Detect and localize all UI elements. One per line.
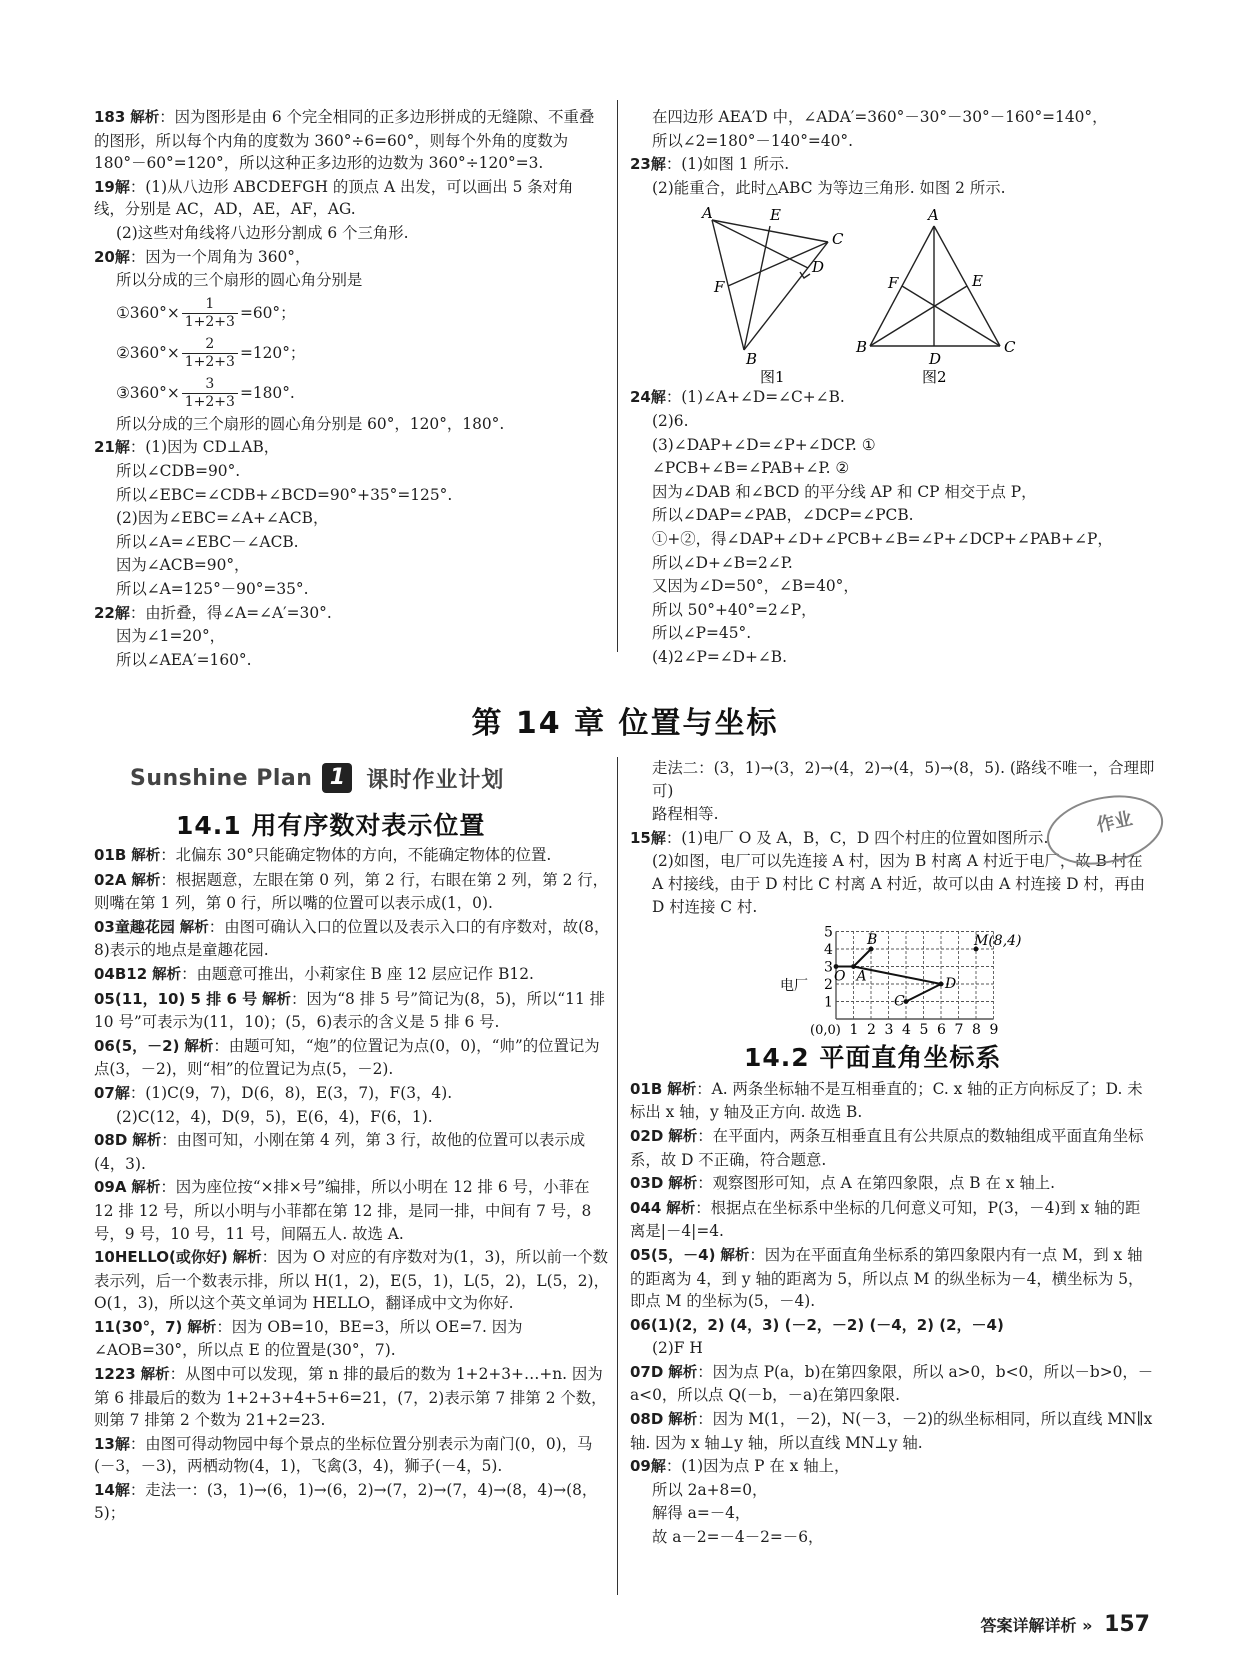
analysis-label: 解析 xyxy=(187,1319,217,1336)
answer-text: ：因为点 P(a，b)在第四象限，所以 a>0，b<0，所以－b>0，－a<0，所以点 Q(－b，－a)在第四象限. xyxy=(630,1362,1154,1405)
answer-text: ：根据点在坐标系中坐标的几何意义可知，P(3，－4)到 x 轴的距离是|－4|=4. xyxy=(630,1198,1141,1241)
analysis-label: 解析 xyxy=(666,1200,696,1217)
answer-item xyxy=(94,106,602,175)
answer-key: 解 xyxy=(114,247,130,266)
formula-result: =60°； xyxy=(239,303,296,322)
section-14-1-title: 14.1 用有序数对表示位置 xyxy=(176,811,486,840)
answer-item xyxy=(94,602,602,625)
answer-text: 因为∠DAB 和∠BCD 的平分线 AP 和 CP 相交于点 P， xyxy=(652,482,1037,501)
answer-key: 解 xyxy=(114,603,130,622)
answer-key: D xyxy=(650,1362,664,1381)
sunshine-plan-banner xyxy=(130,760,504,796)
question-number: 09 xyxy=(94,1178,115,1197)
answer-text: (4)2∠P=∠D+∠B. xyxy=(652,647,787,666)
question-number: 20 xyxy=(94,247,115,266)
answer-item xyxy=(94,1176,612,1245)
answer-line xyxy=(94,222,602,245)
answer-line xyxy=(630,177,1155,200)
answer-text: ：由题可知，“炮”的位置记为点(0，0)，“帅”的位置记为点(3，－2)，则“相”的位置记为点(5，－2). xyxy=(94,1036,600,1079)
column-top-left xyxy=(94,106,602,672)
question-number: 08 xyxy=(630,1410,651,1429)
answer-text: ：(1)C(9，7)，D(6，8)，E(3，7)，F(3，4). xyxy=(129,1083,453,1102)
footer-label: 答案详解详析 xyxy=(980,1616,1077,1635)
fig1-seg-be xyxy=(744,226,770,350)
answer-key: (11，10) 5 排 6 号 xyxy=(114,989,258,1008)
wire-a-d xyxy=(854,967,942,985)
column-bottom-left xyxy=(94,844,612,1525)
answer-line xyxy=(94,554,602,577)
answer-key: D xyxy=(650,1174,664,1193)
question-number: 07 xyxy=(94,1083,115,1102)
answer-text: ：(1)从八边形 ABCDEFGH 的顶点 A 出发，可以画出 5 条对角线，分别是 AC，AD，AE，AF，AG. xyxy=(94,177,574,219)
answer-text: 所以∠AEA′=160°. xyxy=(116,650,252,669)
question-number: 12 xyxy=(94,1365,115,1384)
answer-item xyxy=(630,1197,1155,1243)
answer-item xyxy=(630,1314,1155,1337)
answer-text: (2)这些对角线将八边形分割成 6 个三角形. xyxy=(116,223,409,242)
analysis-label: 解析 xyxy=(668,1412,698,1429)
analysis-label: 解析 xyxy=(668,1364,698,1381)
answer-key: 解 xyxy=(114,177,130,196)
answer-text: ：A. 两条坐标轴不是互相垂直的；C. x 轴的正方向标反了；D. 未标出 x 轴，y 轴及正方向. 故选 B. xyxy=(630,1079,1143,1122)
fig1-label-f: F xyxy=(714,278,725,297)
fig2-label-c: C xyxy=(1004,338,1016,357)
answer-line xyxy=(630,504,1155,527)
answer-key: 解 xyxy=(114,1434,130,1453)
answer-text: ：观察图形可知，点 A 在第四象限，点 B 在 x 轴上. xyxy=(697,1174,1056,1193)
answer-text: ∠PCB+∠B=∠PAB+∠P. ② xyxy=(652,459,850,478)
analysis-label: 解析 xyxy=(184,1038,214,1055)
y-tick-label: 3 xyxy=(824,959,833,976)
question-number: 01 xyxy=(630,1079,651,1098)
answer-line xyxy=(630,130,1155,153)
answer-line xyxy=(94,507,602,530)
answer-text: (2)F H xyxy=(652,1339,703,1358)
answer-line xyxy=(630,457,1155,480)
answer-text: ：由题意可推出，小莉家住 B 座 12 层应记作 B12. xyxy=(181,964,534,983)
answer-key: 解 xyxy=(650,388,666,407)
answer-item xyxy=(94,436,602,459)
denominator: 1+2+3 xyxy=(184,354,235,371)
analysis-label: 解析 xyxy=(130,110,160,126)
question-number: 13 xyxy=(94,1434,115,1453)
answer-item xyxy=(630,1244,1155,1313)
sector-angle-formula xyxy=(94,373,602,413)
answer-text: 所以∠DAP=∠PAB，∠DCP=∠PCB. xyxy=(652,506,914,525)
answer-line xyxy=(630,528,1155,551)
point-label: C xyxy=(894,993,905,1010)
answer-text: ：走法一：(3，1)→(6，1)→(6，2)→(7，2)→(7，4)→(8，4)→(8，5)； xyxy=(94,1481,598,1522)
answer-text: 故 a－2=－4－2=－6， xyxy=(652,1528,824,1547)
answer-text: 走法二：(3，1)→(3，2)→(4，2)→(4，5)→(8，5). (路线不唯一，合理即可) xyxy=(652,759,1155,800)
fig1-seg-ad xyxy=(712,220,808,268)
page-number: 157 xyxy=(1104,1612,1150,1637)
answer-text: 所以 2a+8=0， xyxy=(652,1480,768,1499)
numerator: 3 xyxy=(182,376,238,394)
sector-angle-formula xyxy=(94,333,602,373)
y-tick-label: 1 xyxy=(824,994,833,1011)
answer-line xyxy=(630,622,1155,645)
question-number: 24 xyxy=(630,388,651,407)
y-tick-label: 2 xyxy=(824,977,833,994)
answer-item xyxy=(630,1172,1155,1196)
stamp-text: 作业 xyxy=(1094,808,1135,837)
answer-key: 3 xyxy=(114,108,126,126)
answer-line xyxy=(94,531,602,554)
answer-line xyxy=(630,1502,1155,1525)
grid-point xyxy=(851,964,856,969)
numerator: 1 xyxy=(182,296,238,314)
column-top-right xyxy=(630,106,1155,670)
question-number: 04 xyxy=(94,964,115,983)
answer-text: ：因为 M(1，－2)，N(－3，－2)的纵坐标相同，所以直线 MN∥x 轴. 因为 x 轴⊥y 轴，所以直线 MN⊥y 轴. xyxy=(630,1410,1153,1452)
answer-text: (2)C(12，4)，D(9，5)，E(6，4)，F(6，1). xyxy=(116,1107,433,1126)
answer-item xyxy=(94,1316,612,1362)
answer-key: A xyxy=(114,1178,127,1197)
answer-line xyxy=(94,484,602,507)
fig2-label-e: E xyxy=(972,272,983,291)
answer-text: (2)能重合，此时△ABC 为等边三角形. 如图 2 所示. xyxy=(652,178,1006,197)
answer-text: ：在平面内，两条互相垂直且有公共原点的数轴组成平面直角坐标系，故 D 不正确，符合题意. xyxy=(630,1126,1144,1169)
answer-text: 因为∠ACB=90°， xyxy=(116,556,250,575)
question-number: 05 xyxy=(94,989,115,1008)
fig2-label-a: A xyxy=(928,206,939,225)
answer-key: 23 xyxy=(114,1365,136,1384)
question-number: 06 xyxy=(94,1036,115,1055)
answer-item xyxy=(94,1082,612,1105)
answer-line xyxy=(94,578,602,601)
answer-key: (30°，7) xyxy=(114,1317,183,1336)
answer-key: HELLO(或你好) xyxy=(114,1248,228,1267)
question-number: 01 xyxy=(94,846,115,864)
answer-item xyxy=(94,869,612,915)
fig2-label-b: B xyxy=(856,338,868,357)
question-number: 23 xyxy=(630,155,651,174)
analysis-label: 解析 xyxy=(131,872,161,889)
answer-text: ：北偏东 30°只能确定物体的方向，不能确定物体的位置. xyxy=(160,846,552,864)
answer-item xyxy=(630,1408,1155,1454)
answer-key: 解 xyxy=(114,438,130,457)
answer-text: ：(1)因为 CD⊥AB， xyxy=(129,438,280,457)
question-number: 14 xyxy=(94,1481,115,1500)
fraction xyxy=(182,296,238,331)
answer-item xyxy=(94,1363,612,1432)
answer-text: ：因为“8 排 5 号”简记为(8，5)，所以“11 排 10 号”可表示为(11，10)；(5，6)表示的含义是 5 排 6 号. xyxy=(94,989,606,1032)
question-number: 21 xyxy=(94,438,115,457)
analysis-label: 解析 xyxy=(262,991,292,1008)
answer-text: (3)∠DAP+∠D=∠P+∠DCP. ① xyxy=(652,435,876,454)
question-number: 03 xyxy=(630,1174,651,1193)
answer-line xyxy=(94,460,602,483)
y-tick-label: 5 xyxy=(824,924,833,941)
numerator: 2 xyxy=(182,336,238,354)
answer-key: B xyxy=(650,1079,663,1098)
question-number: 09 xyxy=(630,1457,651,1476)
answer-item xyxy=(630,386,1155,409)
answer-item xyxy=(630,1125,1155,1171)
fig2-label-f: F xyxy=(888,274,899,293)
answer-key: 童趣花园 xyxy=(114,917,175,936)
answer-line xyxy=(94,413,602,436)
answer-key: (5，－2) xyxy=(114,1036,180,1055)
answer-text: ：由图可得动物园中每个景点的坐标位置分别表示为南门(0，0)，马(－3，－3)，两栖动物(4，1)，飞禽(3，4)，狮子(－4，5). xyxy=(94,1434,593,1476)
banner-english: Sunshine Plan xyxy=(130,765,313,791)
x-tick-label: 2 xyxy=(867,1022,876,1038)
answer-line xyxy=(94,625,602,648)
point-label: D xyxy=(945,976,957,993)
x-tick-label: 1 xyxy=(849,1022,859,1038)
point-label: A xyxy=(856,968,867,985)
answer-text: ：(1)如图 1 所示. xyxy=(665,155,790,174)
fig1-label-d: D xyxy=(812,258,825,277)
point-label: B xyxy=(867,932,878,949)
analysis-label: 解析 xyxy=(720,1247,750,1264)
answer-line xyxy=(630,552,1155,575)
question-number: 04 xyxy=(630,1198,651,1217)
answer-key: 4 xyxy=(650,1198,662,1217)
question-number: 08 xyxy=(94,1131,115,1150)
answer-line xyxy=(630,1526,1155,1549)
formula-prefix: ③360°× xyxy=(116,383,180,402)
question-number: 02 xyxy=(94,870,115,889)
answer-text: ：因为图形是由 6 个完全相同的正多边形拼成的无缝隙、不重叠的图形，所以每个内角的度数为 360°÷6=60°，则每个外角的度数为 180°－60°=120°，所以这种正多边形的边数为 360°÷120°=3. xyxy=(94,108,595,173)
question-number: 02 xyxy=(630,1126,651,1145)
answer-key: (5，－4) xyxy=(650,1245,716,1264)
answer-text: ：因为在平面直角坐标系的第四象限内有一点 M，到 x 轴的距离为 4，到 y 轴的距离为 5，所以点 M 的纵坐标为－4，横坐标为 5，即点 M 的坐标为(5，－4). xyxy=(630,1245,1144,1311)
answer-line xyxy=(630,1479,1155,1502)
footer-arrows: » xyxy=(1082,1616,1093,1635)
analysis-label: 解析 xyxy=(667,1081,697,1098)
answer-text: ：从图中可以发现，第 n 排的最后的数为 1+2+3+…+n. 因为第 6 排最后的数为 1+2+3+4+5+6=21，(7，2)表示第 7 排第 2 个数，则第 7 排第 2 个数为 21+2=23. xyxy=(94,1365,607,1430)
answer-text: ：由图可知，小刚在第 4 列，第 3 行，故他的位置可以表示成(4，3). xyxy=(94,1131,586,1173)
grid-point xyxy=(939,982,944,987)
answer-text: 所以分成的三个扇形的圆心角分别是 xyxy=(116,271,363,290)
x-tick-label: 6 xyxy=(937,1022,946,1038)
answer-key: D xyxy=(650,1126,664,1145)
answer-item xyxy=(94,1433,612,1478)
analysis-label: 解析 xyxy=(140,1367,170,1384)
answer-line xyxy=(630,599,1155,622)
analysis-label: 解析 xyxy=(668,1128,698,1145)
answer-item xyxy=(94,916,612,962)
page-footer xyxy=(981,1612,1150,1637)
answer-text: ：因为一个周角为 360°， xyxy=(129,247,311,266)
answer-item xyxy=(630,1455,1155,1478)
fig1-label-c: C xyxy=(832,230,844,249)
question-number: 07 xyxy=(630,1362,651,1381)
answer-text: 所以∠CDB=90°. xyxy=(116,461,241,480)
answer-text: 解得 a=－4， xyxy=(652,1504,751,1523)
answer-item xyxy=(94,176,602,221)
fig1-label-a: A xyxy=(702,204,713,223)
point-label: M(8,4) xyxy=(974,933,1022,950)
answer-line xyxy=(94,269,602,292)
analysis-label: 解析 xyxy=(131,848,161,864)
answer-item xyxy=(94,1246,612,1315)
answer-line xyxy=(630,434,1155,457)
column-bottom-right xyxy=(630,757,1155,1550)
formula-result: =180°. xyxy=(239,383,295,402)
answer-item xyxy=(94,1129,612,1175)
question-number: 19 xyxy=(94,177,115,196)
question-number: 05 xyxy=(630,1245,651,1264)
answer-text: 所以∠2=180°－140°=40°. xyxy=(652,131,853,150)
fig1-label-e: E xyxy=(770,206,781,225)
answer-text: ：根据题意，左眼在第 0 列，第 2 行，右眼在第 2 列，第 2 行，则嘴在第 1 列，第 0 行，所以嘴的位置可以表示成(1，0). xyxy=(94,870,609,913)
fig1-caption: 图1 xyxy=(760,368,785,387)
sector-angle-formula xyxy=(94,293,602,333)
coordinate-grid-svg xyxy=(780,921,1030,1037)
x-tick-label: 9 xyxy=(989,1022,999,1038)
analysis-label: 解析 xyxy=(668,1176,698,1193)
answer-line xyxy=(630,106,1155,129)
triangle-figures xyxy=(630,200,1155,386)
answer-text: 又因为∠D=50°，∠B=40°， xyxy=(652,577,859,596)
y-tick-label: 4 xyxy=(824,942,833,959)
answer-key: 解 xyxy=(114,1083,130,1102)
fraction xyxy=(182,376,238,411)
answer-text: 在四边形 AEA′D 中，∠ADA′=360°－30°－30°－160°=140°， xyxy=(652,108,1108,126)
answer-key: 解 xyxy=(650,828,666,847)
fig2-caption: 图2 xyxy=(922,368,947,387)
analysis-label: 解析 xyxy=(232,1250,262,1267)
answer-text: 所以∠A=∠EBC－∠ACB. xyxy=(116,532,299,551)
answer-text: ：(1)电厂 O 及 A，B，C，D 四个村庄的位置如图所示. xyxy=(665,828,1049,847)
analysis-label: 解析 xyxy=(132,1133,162,1150)
answer-text: 因为∠1=20°， xyxy=(116,627,226,646)
triangle-figures-svg xyxy=(700,200,1020,386)
answer-item xyxy=(94,1035,612,1081)
answer-key: B xyxy=(114,846,127,864)
answer-item xyxy=(94,246,602,269)
fraction xyxy=(182,336,238,371)
answer-item xyxy=(94,1479,612,1524)
x-tick-label: 7 xyxy=(954,1022,964,1038)
analysis-label: 解析 xyxy=(179,919,209,936)
answer-item xyxy=(94,988,612,1034)
answer-text: 所以∠A=125°－90°=35°. xyxy=(116,579,309,598)
fig2-label-d: D xyxy=(929,350,942,369)
answer-text: ：(1)∠A+∠D=∠C+∠B. xyxy=(665,388,845,407)
question-number: 10 xyxy=(94,1248,115,1267)
fig2-median-be xyxy=(870,286,967,346)
question-number: 15 xyxy=(630,828,651,847)
section-14-2-title: 14.2 平面直角坐标系 xyxy=(744,1043,1002,1073)
answer-text: ：(1)因为点 P 在 x 轴上， xyxy=(665,1457,850,1476)
plant-label: 电厂 xyxy=(780,978,808,995)
banner-chinese: 课时作业计划 xyxy=(366,767,505,793)
x-tick-label: 3 xyxy=(884,1022,894,1038)
denominator: 1+2+3 xyxy=(184,314,235,331)
answer-key: B12 xyxy=(114,964,148,983)
answer-line xyxy=(630,410,1155,433)
answer-text: (2)因为∠EBC=∠A+∠ACB， xyxy=(116,509,329,528)
formula-result: =120°； xyxy=(239,343,306,362)
answer-text: 所以∠EBC=∠CDB+∠BCD=90°+35°=125°. xyxy=(116,485,453,504)
answer-line xyxy=(630,646,1155,669)
answer-key: 解 xyxy=(650,155,666,174)
answer-line xyxy=(630,1337,1155,1360)
question-number: 22 xyxy=(94,603,115,622)
wire-a-b xyxy=(854,949,872,967)
answer-key: 解 xyxy=(114,1481,130,1500)
answer-line xyxy=(94,1106,612,1129)
answer-text: 所以∠D+∠B=2∠P. xyxy=(652,553,793,572)
answer-item xyxy=(630,1361,1155,1407)
homework-stamp xyxy=(1040,790,1170,870)
question-number: 18 xyxy=(94,108,115,126)
answer-text: 所以∠P=45°. xyxy=(652,624,752,643)
answer-text: ：因为 OB=10，BE=3，所以 OE=7. 因为∠AOB=30°，所以点 E 的位置是(30°，7). xyxy=(94,1317,523,1360)
formula-prefix: ①360°× xyxy=(116,303,180,322)
answer-key: 解 xyxy=(650,1457,666,1476)
x-tick-label: 5 xyxy=(919,1022,929,1038)
answer-key: A xyxy=(114,870,127,889)
origin-label: (0,0) xyxy=(810,1023,841,1038)
answer-item xyxy=(94,844,612,868)
answer-text: ：由图可确认入口的位置以及表示入口的有序数对，故(8，8)表示的地点是童趣花园. xyxy=(94,917,610,960)
answer-key: D xyxy=(114,1131,128,1150)
formula-prefix: ②360°× xyxy=(116,343,180,362)
question-number: 11 xyxy=(94,1317,115,1336)
answer-line xyxy=(630,575,1155,598)
chapter-title: 第 14 章 位置与坐标 xyxy=(471,706,779,741)
answer-text: ：因为 O 对应的有序数对为(1，3)，所以前一个数表示列，后一个数表示排，所以 H(1，2)，E(5，1)，L(5，2)，L(5，2)，O(1，3)，所以这个英文单词为 HELLO，翻译成中文为你好. xyxy=(94,1248,609,1313)
banner-badge: 1 xyxy=(322,763,352,793)
answer-item xyxy=(630,153,1155,176)
answer-text: ：因为座位按“×排×号”编排，所以小明在 12 排 6 号，小菲在 12 排 12 号，所以小明与小菲都在第 12 排，是同一排，中间有 7 号，8 号，9 号，10 号，11 号，间隔五人. 故选 A. xyxy=(94,1178,592,1243)
answer-line xyxy=(94,649,602,672)
answer-text: (2)6. xyxy=(652,411,689,430)
answer-text: 所以分成的三个扇形的圆心角分别是 60°，120°，180°. xyxy=(116,414,505,433)
denominator: 1+2+3 xyxy=(184,394,235,411)
answer-item xyxy=(630,1078,1155,1124)
coordinate-grid-figure xyxy=(630,919,1155,1038)
x-tick-label: 8 xyxy=(972,1022,981,1038)
answer-item xyxy=(94,963,612,987)
answer-key: D xyxy=(650,1410,664,1429)
question-number: 06 xyxy=(630,1315,651,1334)
column-divider-top xyxy=(617,100,618,652)
figure-1 xyxy=(712,220,828,350)
fig1-label-b: B xyxy=(746,350,758,369)
answer-key: (1)(2，2) (4，3) (－2，－2) (－4，2) (2，－4) xyxy=(650,1315,1004,1334)
answer-text: ①+②，得∠DAP+∠D+∠PCB+∠B=∠P+∠DCP+∠PAB+∠P， xyxy=(652,529,1113,548)
point-label: O xyxy=(834,968,846,985)
answer-text: ：由折叠，得∠A=∠A′=30°. xyxy=(129,603,332,622)
answer-text: 所以 50°+40°=2∠P， xyxy=(652,600,817,619)
question-number: 03 xyxy=(94,917,115,936)
answer-text: 路程相等. xyxy=(652,805,719,824)
answer-line xyxy=(630,481,1155,504)
column-divider-bottom xyxy=(617,757,618,1595)
analysis-label: 解析 xyxy=(131,1180,161,1197)
analysis-label: 解析 xyxy=(152,966,182,983)
answer-text: (2)如图，电厂可以先连接 A 村，因为 B 村离 A 村近于电厂，故 B 村在 A 村接线，由于 D 村比 C 村离 A 村近，故可以由 A 村连接 D 村，再由 D 村连接 C 村. xyxy=(652,852,1145,916)
fig2-median-cf xyxy=(902,286,1000,346)
x-tick-label: 4 xyxy=(902,1022,911,1038)
